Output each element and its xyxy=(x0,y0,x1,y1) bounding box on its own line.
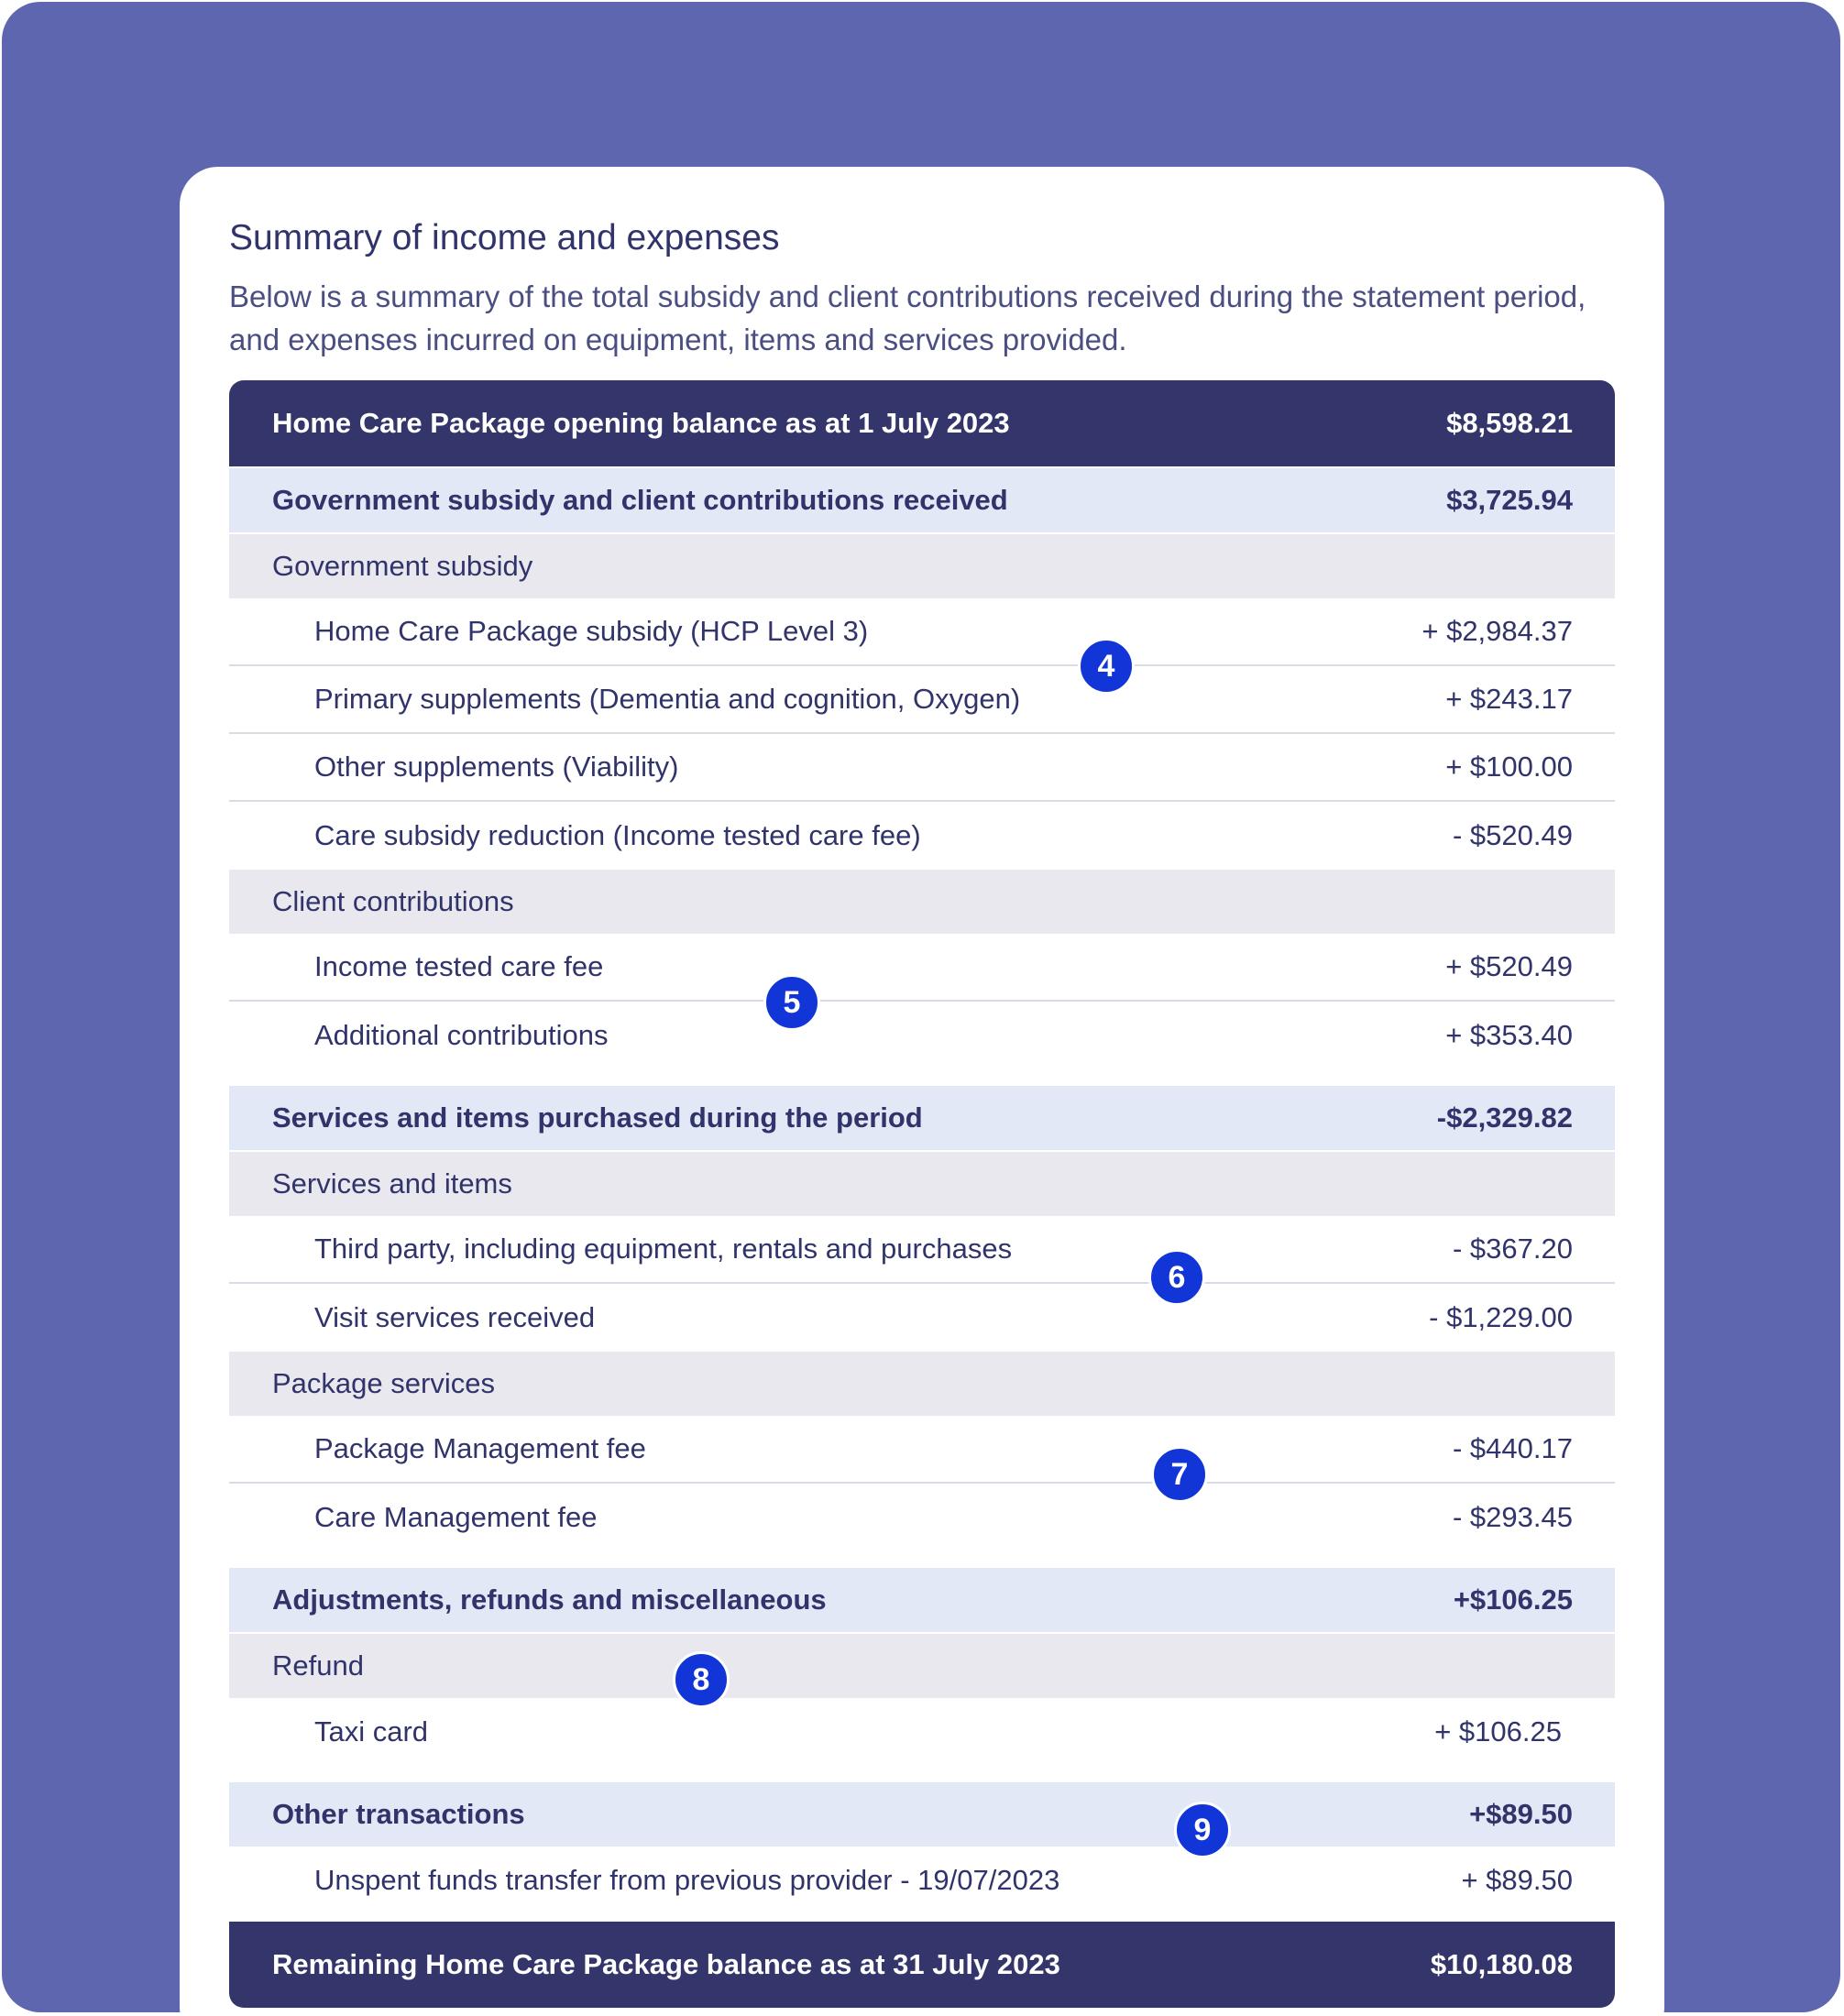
item-label: Additional contributions xyxy=(314,1019,609,1051)
item-amount: + $100.00 xyxy=(1445,751,1573,783)
list-item xyxy=(229,1484,1615,1551)
page-description: Below is a summary of the total subsidy and client contributions received during the statement period, and expenses incurred on equipment, items and services provided. xyxy=(229,279,1586,356)
services-section-label: Services and items purchased during the period xyxy=(272,1101,923,1134)
number-badge: 6 xyxy=(1148,1249,1205,1306)
opening-balance-label: Home Care Package opening balance as at 1 July 2023 xyxy=(272,407,1010,439)
item-amount: + $520.49 xyxy=(1445,950,1573,982)
client-contributions-row xyxy=(229,870,1615,934)
list-item xyxy=(229,1416,1615,1484)
item-amount: - $520.49 xyxy=(1453,819,1573,851)
number-badge: 4 xyxy=(1078,638,1135,695)
list-item xyxy=(229,1698,1615,1766)
other-section-amount: +$89.50 xyxy=(1469,1798,1573,1830)
item-label: Care Management fee xyxy=(314,1501,598,1533)
item-amount: - $440.17 xyxy=(1453,1432,1573,1464)
refund-label: Refund xyxy=(272,1649,364,1682)
package-services-row xyxy=(229,1352,1615,1416)
item-amount: + $89.50 xyxy=(1461,1864,1573,1896)
adjustments-section-row xyxy=(229,1568,1615,1632)
gov-section-amount: $3,725.94 xyxy=(1446,484,1573,516)
gov-section-label: Government subsidy and client contributions received xyxy=(272,484,1008,516)
closing-balance-amount: $10,180.08 xyxy=(1430,1948,1573,1980)
item-label: Package Management fee xyxy=(314,1432,646,1464)
item-amount: - $367.20 xyxy=(1453,1233,1573,1265)
list-item xyxy=(229,934,1615,1002)
other-section-row xyxy=(229,1782,1615,1846)
item-amount: + $353.40 xyxy=(1445,1019,1573,1051)
services-items-label: Services and items xyxy=(272,1167,512,1200)
summary-table xyxy=(229,380,1615,2008)
closing-balance-row xyxy=(229,1922,1615,2008)
list-item xyxy=(229,1002,1615,1069)
closing-balance-label: Remaining Home Care Package balance as at 31 July 2023 xyxy=(272,1948,1060,1980)
item-amount: + $2,984.37 xyxy=(1421,615,1573,647)
item-label: Income tested care fee xyxy=(314,950,604,982)
list-item xyxy=(229,802,1615,870)
gov-section-row xyxy=(229,468,1615,532)
list-item xyxy=(229,1216,1615,1284)
item-amount: + $243.17 xyxy=(1445,683,1573,715)
item-label: Unspent funds transfer from previous provider - 19/07/2023 xyxy=(314,1864,1060,1896)
page-title: Summary of income and expenses xyxy=(229,218,780,257)
opening-balance-row xyxy=(229,380,1615,466)
item-amount: - $1,229.00 xyxy=(1429,1301,1573,1333)
opening-balance-amount: $8,598.21 xyxy=(1446,407,1573,439)
item-label: Third party, including equipment, rentals and purchases xyxy=(314,1233,1013,1265)
item-amount: - $293.45 xyxy=(1453,1501,1573,1533)
number-badge: 8 xyxy=(673,1651,730,1708)
list-item xyxy=(229,1846,1615,1914)
gov-subsidy-row xyxy=(229,534,1615,598)
list-item xyxy=(229,666,1615,734)
item-label: Care subsidy reduction (Income tested care fee) xyxy=(314,819,921,851)
number-badge: 5 xyxy=(763,974,820,1031)
number-badge: 7 xyxy=(1151,1446,1208,1503)
adjustments-section-label: Adjustments, refunds and miscellaneous xyxy=(272,1583,827,1616)
list-item xyxy=(229,734,1615,802)
other-section-label: Other transactions xyxy=(272,1798,525,1830)
item-label: Primary supplements (Dementia and cognition, Oxygen) xyxy=(314,683,1021,715)
gov-subsidy-label: Government subsidy xyxy=(272,550,533,582)
item-label: Home Care Package subsidy (HCP Level 3) xyxy=(314,615,869,647)
services-items-row xyxy=(229,1152,1615,1216)
item-label: Other supplements (Viability) xyxy=(314,751,679,783)
item-label: Taxi card xyxy=(314,1715,429,1748)
list-item xyxy=(229,598,1615,666)
services-section-row xyxy=(229,1086,1615,1150)
item-amount: + $106.25 xyxy=(1434,1715,1562,1748)
services-section-amount: -$2,329.82 xyxy=(1436,1101,1573,1134)
item-label: Visit services received xyxy=(314,1301,596,1333)
package-services-label: Package services xyxy=(272,1367,495,1399)
number-badge: 9 xyxy=(1174,1802,1231,1858)
list-item xyxy=(229,1284,1615,1352)
client-contributions-label: Client contributions xyxy=(272,885,514,917)
refund-row xyxy=(229,1634,1615,1698)
adjustments-section-amount: +$106.25 xyxy=(1453,1583,1573,1616)
